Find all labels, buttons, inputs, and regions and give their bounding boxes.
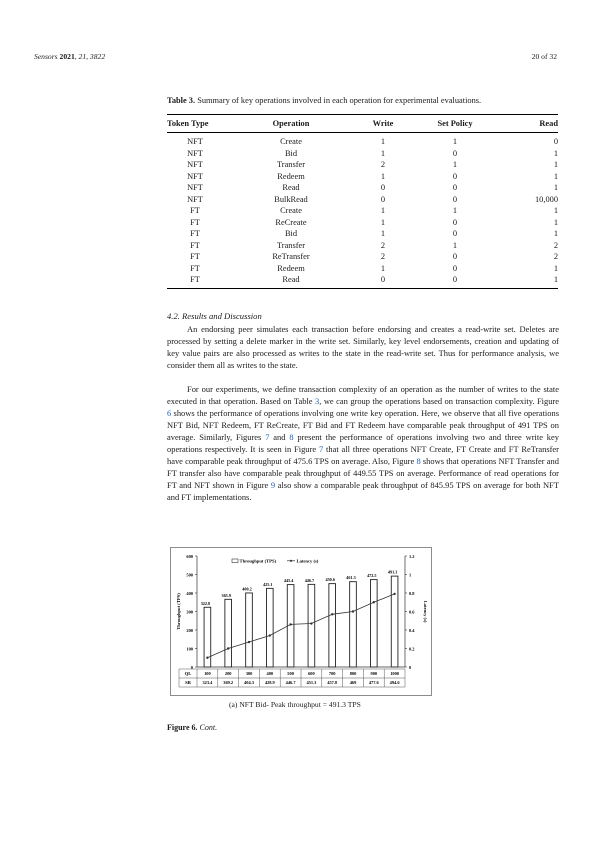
y2-tick-label: 0.6 xyxy=(409,609,415,615)
cell-write: 1 xyxy=(380,171,386,181)
y2-tick-label: 1 xyxy=(409,572,412,578)
latency-point xyxy=(331,613,333,615)
latency-line xyxy=(207,594,394,658)
cell-token-type: FT xyxy=(190,252,200,261)
cell-operation: Create xyxy=(280,137,302,146)
p2-text: also show a comparable peak throughput of 845.95 TPS on average for both NFT and FT implementations. xyxy=(167,479,559,502)
cell-token-type: FT xyxy=(190,206,200,215)
p2-text: shows the performance of operations involving one write key operation. Here, we observe that all five operations NFT Bid, NFT Redeem, FT ReCreate, FT Bid and FT Redeem have comparable peak throughput of 491 TPS on average. Similarly, Figures xyxy=(167,407,559,442)
sr-value: 469 xyxy=(349,680,357,686)
y-tick-label: 600 xyxy=(186,553,193,559)
latency-point xyxy=(352,610,354,612)
y-tick-label: 0 xyxy=(190,664,193,670)
cell-write: 0 xyxy=(380,183,386,192)
throughput-bar xyxy=(350,582,357,667)
cell-read: 1 xyxy=(553,148,558,158)
y2-tick-label: 0.8 xyxy=(409,590,415,596)
table-caption xyxy=(167,96,567,105)
operations-table xyxy=(167,114,558,289)
y2-axis-title: Latency (s) xyxy=(423,600,428,623)
throughput-latency-chart xyxy=(171,548,431,695)
table-row xyxy=(167,251,558,263)
bar-value-label: 400.2 xyxy=(242,586,252,592)
ql-value: 800 xyxy=(349,671,357,677)
sr-value: 446.7 xyxy=(285,680,296,686)
journal-year: 2021 xyxy=(59,52,75,61)
y-tick-label: 200 xyxy=(186,627,193,633)
ql-value: 500 xyxy=(287,671,294,677)
section-heading: 4.2. Results and Discussion xyxy=(167,311,262,321)
bar-value-label: 472.5 xyxy=(367,573,377,579)
cell-read: 2 xyxy=(553,252,558,261)
table-row xyxy=(167,274,558,288)
cell-read: 1 xyxy=(553,275,558,284)
p2-text: and xyxy=(269,431,290,442)
cell-write: 0 xyxy=(380,275,386,284)
row-label-ql: QL xyxy=(184,671,192,677)
y-axis-title: Throughput (TPS) xyxy=(176,593,181,630)
journal-volume-article: , 21, 3822 xyxy=(74,52,106,61)
sr-value: 428.9 xyxy=(264,680,275,686)
sr-value: 494.6 xyxy=(389,680,400,686)
col-write: Write xyxy=(372,119,394,128)
latency-point xyxy=(269,634,271,636)
cell-token-type: FT xyxy=(190,217,200,227)
row-label-sr: SR xyxy=(185,680,191,686)
cell-read: 1 xyxy=(553,217,558,227)
cell-set-policy: 1 xyxy=(452,160,458,169)
cell-operation: Read xyxy=(282,183,300,192)
cell-token-type: NFT xyxy=(187,183,203,192)
table-row xyxy=(167,182,558,194)
sr-value: 369.2 xyxy=(223,680,234,686)
cell-read: 1 xyxy=(553,229,558,238)
p2-text: present the performance of operations involving two and three write key operations respectively. It is seen in Figure xyxy=(167,431,559,454)
table-row xyxy=(167,133,558,148)
latency-point xyxy=(227,647,229,649)
col-read: Read xyxy=(539,119,558,128)
table-header-row xyxy=(167,115,558,133)
y-tick-label: 500 xyxy=(186,572,193,578)
table-row xyxy=(167,228,558,240)
legend-line-label: Latency (s) xyxy=(296,558,319,564)
cell-read: 1 xyxy=(553,160,558,169)
bar-value-label: 450.6 xyxy=(325,577,335,583)
ql-value: 1000 xyxy=(390,671,399,677)
bar-value-label: 461.3 xyxy=(346,575,356,581)
y-tick-label: 400 xyxy=(186,590,193,596)
table-header xyxy=(167,115,558,133)
cell-write: 1 xyxy=(380,217,386,227)
ql-value: 700 xyxy=(328,671,336,677)
figure-6-link[interactable]: 6 xyxy=(167,407,172,418)
paragraph-1: An endorsing peer simulates each transaction before endorsing and creates a read-write set. Deletes are processed by setting a delete marker in the write set. Similarly, key level endorsements, creation and updating of key value pairs are also processed as writes to the state in the read-write set. Thus for performance analysis, we consider them all as writes to the state. xyxy=(167,324,559,370)
running-header xyxy=(34,52,557,64)
cell-token-type: FT xyxy=(190,263,200,273)
table-row xyxy=(167,194,558,206)
cell-set-policy: 0 xyxy=(452,229,458,238)
figure-subcaption: (a) NFT Bid- Peak throughput = 491.3 TPS xyxy=(229,700,361,709)
cell-read: 0 xyxy=(553,137,558,146)
cell-set-policy: 0 xyxy=(452,171,458,181)
cell-write: 1 xyxy=(380,263,386,273)
p2-text: that all three operations NFT Create, FT Create and FT ReTransfer have comparable peak throughput of 475.6 TPS on average. Also, Figure xyxy=(167,443,559,466)
latency-point xyxy=(206,657,208,659)
cell-write: 0 xyxy=(380,194,386,204)
cell-set-policy: 0 xyxy=(452,148,458,158)
p2-text: For our experiments, we define transaction complexity of an operation as the number of writes to the state executed in that operation. Based on Table xyxy=(167,384,559,406)
cell-write: 1 xyxy=(380,148,386,158)
figure-8-link[interactable]: 8 xyxy=(289,431,294,442)
cell-token-type: NFT xyxy=(187,160,203,169)
cell-token-type: NFT xyxy=(187,148,203,158)
figure-7-link[interactable]: 7 xyxy=(265,431,270,442)
legend-line-marker xyxy=(290,560,292,562)
cell-operation: Read xyxy=(282,275,300,284)
table-3-link[interactable]: 3 xyxy=(315,395,320,406)
cell-set-policy: 0 xyxy=(452,275,458,284)
cell-read: 1 xyxy=(553,183,558,192)
table-row xyxy=(167,263,558,275)
figure-6a xyxy=(170,547,432,696)
cell-operation: ReCreate xyxy=(275,217,307,227)
cell-set-policy: 0 xyxy=(452,263,458,273)
cell-set-policy: 1 xyxy=(452,206,458,215)
throughput-bar xyxy=(225,599,232,667)
cell-read: 1 xyxy=(553,206,558,215)
cell-operation: Bid xyxy=(284,148,298,158)
figure-8-link[interactable]: 8 xyxy=(416,455,421,466)
table-row xyxy=(167,148,558,160)
sr-value: 404.3 xyxy=(244,680,254,686)
figure-caption xyxy=(167,723,217,732)
y2-tick-label: 1.2 xyxy=(409,553,415,559)
cell-token-type: NFT xyxy=(187,171,203,181)
cell-token-type: NFT xyxy=(187,137,203,146)
cell-token-type: FT xyxy=(190,275,200,284)
col-set-policy: Set Policy xyxy=(437,119,473,128)
cell-write: 2 xyxy=(380,252,386,261)
y-tick-label: 300 xyxy=(186,609,193,615)
throughput-bar xyxy=(308,584,315,667)
cell-read: 2 xyxy=(553,240,558,250)
p2-text: shows that operations NFT Transfer and FT transfer also have comparable peak throughput of 449.55 TPS on average. Performance of read operations for FT and NFT shown in Figure xyxy=(167,455,559,490)
sr-value: 477.6 xyxy=(368,680,379,686)
cell-write: 2 xyxy=(380,240,386,250)
col-operation: Operation xyxy=(272,119,310,128)
cell-set-policy: 1 xyxy=(452,137,458,146)
bar-value-label: 445.4 xyxy=(283,578,294,584)
bar-value-label: 446.7 xyxy=(304,577,315,583)
cell-set-policy: 0 xyxy=(452,194,458,204)
y-tick-label: 100 xyxy=(186,646,193,652)
cell-write: 1 xyxy=(380,137,386,146)
figure-9-link[interactable]: 9 xyxy=(270,479,276,490)
cell-token-type: FT xyxy=(190,240,200,250)
throughput-bar xyxy=(391,576,398,667)
cell-read: 1 xyxy=(553,171,558,181)
cell-operation: Redeem xyxy=(277,171,305,181)
figure-7-link[interactable]: 7 xyxy=(318,443,324,454)
journal-citation xyxy=(34,52,105,61)
paragraph-2 xyxy=(167,384,559,504)
p2-text: , we can group the operations based on transaction complexity. Figure xyxy=(319,395,559,406)
cell-write: 1 xyxy=(380,229,386,238)
ql-value: 400 xyxy=(266,671,274,677)
sr-value: 323.4 xyxy=(202,680,213,686)
cell-operation: BulkRead xyxy=(274,194,308,204)
throughput-bar xyxy=(370,580,377,667)
legend-bar-swatch xyxy=(232,559,238,563)
ql-value: 600 xyxy=(308,671,315,677)
cell-write: 2 xyxy=(380,160,386,169)
cell-set-policy: 0 xyxy=(452,183,458,192)
table-row xyxy=(167,159,558,171)
figure-caption-text: Cont. xyxy=(197,723,218,732)
cell-token-type: NFT xyxy=(187,194,203,204)
journal-name: Sensors xyxy=(34,52,58,61)
bar-value-label: 425.1 xyxy=(263,581,273,587)
col-token-type: Token Type xyxy=(167,119,209,128)
y2-tick-label: 0 xyxy=(409,664,412,670)
bar-value-label: 365.9 xyxy=(221,592,231,598)
latency-point xyxy=(393,593,395,595)
sr-value: 457.8 xyxy=(327,680,338,686)
cell-operation: ReTransfer xyxy=(272,252,310,261)
table-label: Table 3. xyxy=(167,96,196,105)
cell-write: 1 xyxy=(380,206,386,215)
table-row xyxy=(167,240,558,252)
bar-value-label: 491.3 xyxy=(387,569,398,575)
latency-point xyxy=(248,641,250,643)
throughput-bar xyxy=(246,593,253,667)
y2-tick-label: 0.2 xyxy=(409,646,415,652)
table-body xyxy=(167,133,558,289)
latency-point xyxy=(373,601,375,603)
bar-value-label: 322.8 xyxy=(200,600,211,606)
latency-point xyxy=(310,622,312,624)
figure-label: Figure 6. xyxy=(167,723,198,732)
ql-value: 200 xyxy=(224,671,232,677)
ql-value: 300 xyxy=(245,671,253,677)
ql-value: 900 xyxy=(370,671,378,677)
cell-operation: Redeem xyxy=(277,263,305,273)
throughput-bar xyxy=(329,584,336,667)
sr-value: 451.3 xyxy=(306,680,317,686)
page-number: 20 of 32 xyxy=(531,52,557,61)
cell-token-type: FT xyxy=(190,229,200,238)
cell-set-policy: 1 xyxy=(452,240,458,250)
table-row xyxy=(167,171,558,183)
cell-operation: Transfer xyxy=(276,240,306,250)
table-caption-text: Summary of key operations involved in each operation for experimental evaluations. xyxy=(195,96,482,105)
cell-read: 1 xyxy=(553,263,558,273)
table-row xyxy=(167,217,558,229)
latency-point xyxy=(289,623,291,625)
ql-value: 100 xyxy=(204,671,211,677)
cell-read: 10,000 xyxy=(534,194,558,204)
cell-operation: Transfer xyxy=(276,160,306,169)
y2-tick-label: 0.4 xyxy=(409,627,415,633)
cell-set-policy: 0 xyxy=(452,252,458,261)
cell-operation: Create xyxy=(280,206,302,215)
table-row xyxy=(167,205,558,217)
legend-bar-label: Throughput (TPS) xyxy=(239,558,277,564)
cell-set-policy: 0 xyxy=(452,217,458,227)
throughput-bar xyxy=(266,588,273,667)
cell-operation: Bid xyxy=(284,229,298,238)
